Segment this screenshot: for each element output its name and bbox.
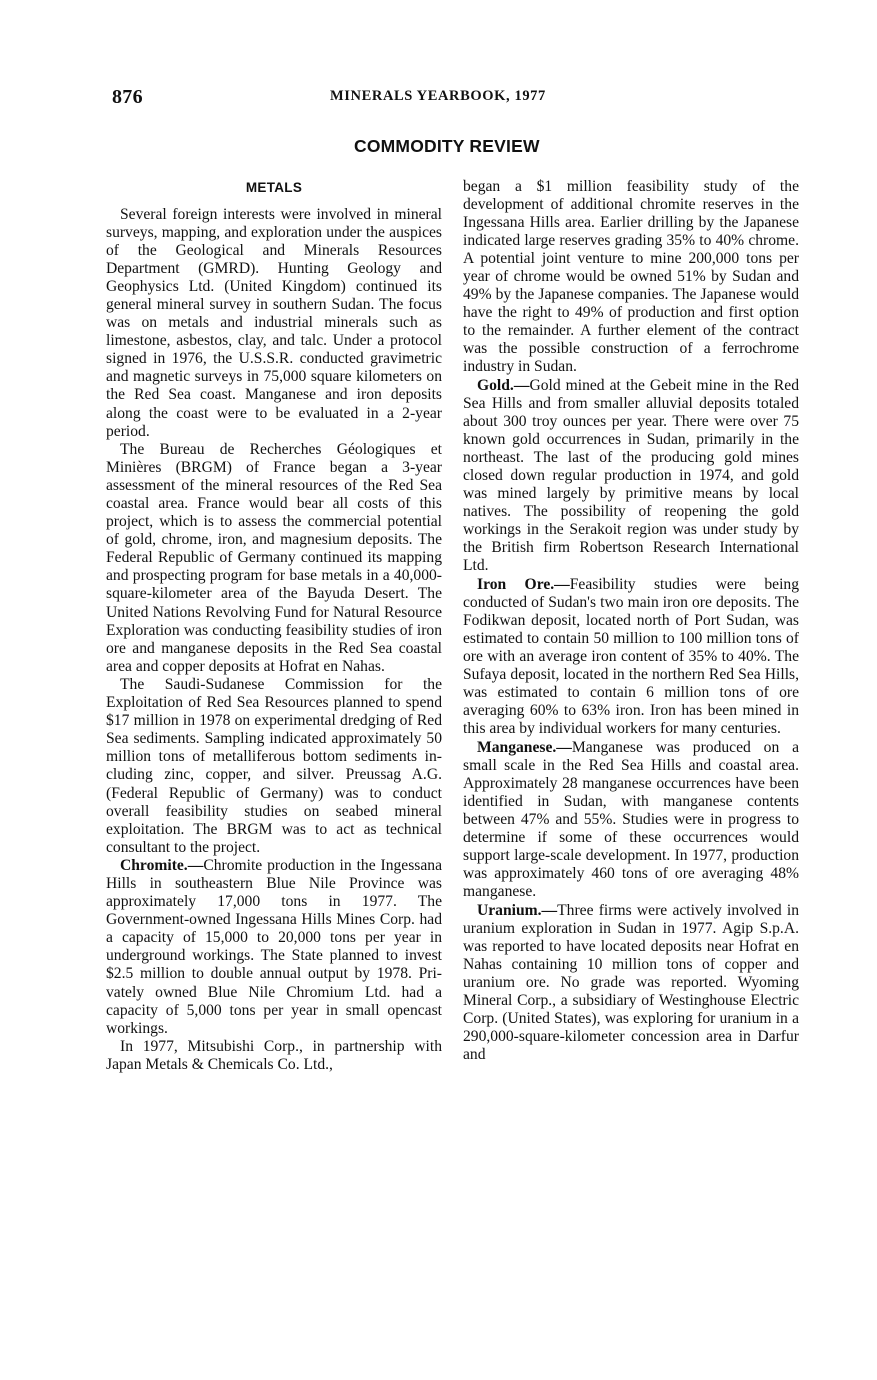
gold-text: Gold mined at the Gebeit mine in the Red Sea Hills and from smaller alluvial deposits totaled about 300 troy ounces per year. There were over 75 known gold occurrences in Sudan, primarily in the northeast. The last of the producing gold mines closed down regular production in 1974, and gold was mined largely by primitive means by local natives. The possibility of reopening the gold workings in the Serakoit region was under study by the British firm Robertson Research International Ltd. [463, 377, 799, 575]
manganese-title: Manganese.— [477, 738, 572, 756]
iron-ore-text: Feasibility studies were being conducted of Sudan's two main iron ore deposits. The Fodikwan deposit, located north of Port Sudan, was estimated to contain 50 million to 100 million tons of ore with an average iron content of 35% to 40%. The Sufaya deposit, located in the northern Red Sea Hills, was estimated to contain 6 million tons of ore averaging 60% to 63% iron. Iron has been mined in this area by individual workers for many centuries. [463, 576, 799, 738]
metals-paragraph-3: The Saudi-Sudanese Commission for the Exploitation of Red Sea Resources planned to spend $17 million in 1978 on experimental dredging of Red Sea sediments. Sampling indicated approximately 50 million tons of metalliferous bottom sediments including zinc, copper, and silver. Preussag A.G. (Federal Republic of Germany) was to conduct overall feasibility studies on seabed mineral exploitation. The BRGM was to act as technical consultant to the project. [106, 676, 442, 856]
gold-paragraph [463, 377, 799, 576]
chromite-text: Chromite production in the Ingessana Hills in southeastern Blue Nile Province was approximately 17,000 tons in 1977. The Government-owned Ingessana Hills Mines Corp. had a capacity of 15,000 to 20,000 tons per year in underground workings. The State planned to invest $2.5 million to double annual output by 1978. Privately owned Blue Nile Chromium Ltd. had a capacity of 5,000 tons per year in small opencast workings. [106, 857, 442, 1037]
gold-title: Gold.— [477, 377, 530, 395]
section-title: COMMODITY REVIEW [354, 136, 540, 156]
metals-paragraph-1: Several foreign interests were involved in mineral surveys, mapping, and exploration under the auspices of the Geological and Minerals Resources Department (GMRD). Hunting Geology and Geophysics Ltd. (United Kingdom) continued its general mineral survey in southern Sudan. The focus was on metals and industrial minerals such as limestone, asbestos, clay, and talc. Under a protocol signed in 1976, the U.S.S.R. conducted gravimetric and magnetic surveys in 75,000 square kilometers on the Red Sea coast. Manganese and iron deposits along the coast were to be evaluated in a 2-year period. [106, 206, 442, 440]
manganese-text: Manganese was produced on a small scale in the Red Sea Hills and coastal area. Approximately 28 manganese occurrences have been identified in Sudan, with manganese contents between 47% and 55%. Studies were in progress to determine if some of these occurrences would support large-scale development. In 1977, production was approximately 460 tons of ore averaging 48% manganese. [463, 738, 799, 901]
left-column [106, 206, 442, 1075]
chromite-title: Chromite.— [120, 857, 204, 875]
uranium-text: Three firms were actively involved in uranium exploration in Sudan in 1977. Agip S.p.A. was reported to have located deposits near Hofrat en Nahas containing 10 million tons of copper and uranium ore. No grade was reported. Wyoming Mineral Corp., a subsidiary of Westinghouse Electric Corp. (United States), was exploring for uranium in a 290,000-square-kilometer concession area in Darfur and [463, 901, 799, 1064]
uranium-title: Uranium.— [477, 901, 558, 919]
mitsubishi-paragraph-start: In 1977, Mitsubishi Corp., in partnership with Japan Metals & Chemicals Co. Ltd., [106, 1038, 442, 1074]
running-head: MINERALS YEARBOOK, 1977 [330, 88, 546, 104]
metals-heading: METALS [245, 180, 303, 195]
metals-paragraph-2: The Bureau de Recherches Géologiques et Minières (BRGM) of France began a 3-year assessment of the mineral resources of the Red Sea coastal area. France would bear all costs of this project, which is to assess the commercial potential of gold, chrome, iron, and magnesium deposits. The Federal Republic of Germany continued its mapping and prospecting program for base metals in a 40,000-square-kilometer area of the Bayuda Desert. The United Nations Revolving Fund for Natural Resource Exploration was conducting feasibility studies of iron ore and manganese deposits in the Red Sea coastal area and copper deposits at Hofrat en Nahas. [106, 441, 442, 675]
manganese-paragraph [463, 739, 799, 901]
uranium-paragraph [463, 902, 799, 1064]
iron-ore-title: Iron Ore.— [477, 576, 570, 594]
chromite-paragraph [106, 857, 442, 1037]
page-number: 876 [112, 86, 143, 108]
iron-ore-paragraph [463, 576, 799, 738]
right-column [463, 178, 799, 1065]
mitsubishi-paragraph-continued: began a $1 million feasibility study of the development of additional chromite reserves in the Ingessana Hills area. Earlier drilling by the Japanese indicated large reserves grading 35% to 40% chrome. A potential joint venture to mine 200,000 tons per year of chrome would be owned 51% by Sudan and 49% by the Japanese companies. The Japanese would have the right to 49% of production and first option to the remainder. A further element of the contract was the possible construction of a ferrochrome industry in Sudan. [463, 178, 799, 376]
